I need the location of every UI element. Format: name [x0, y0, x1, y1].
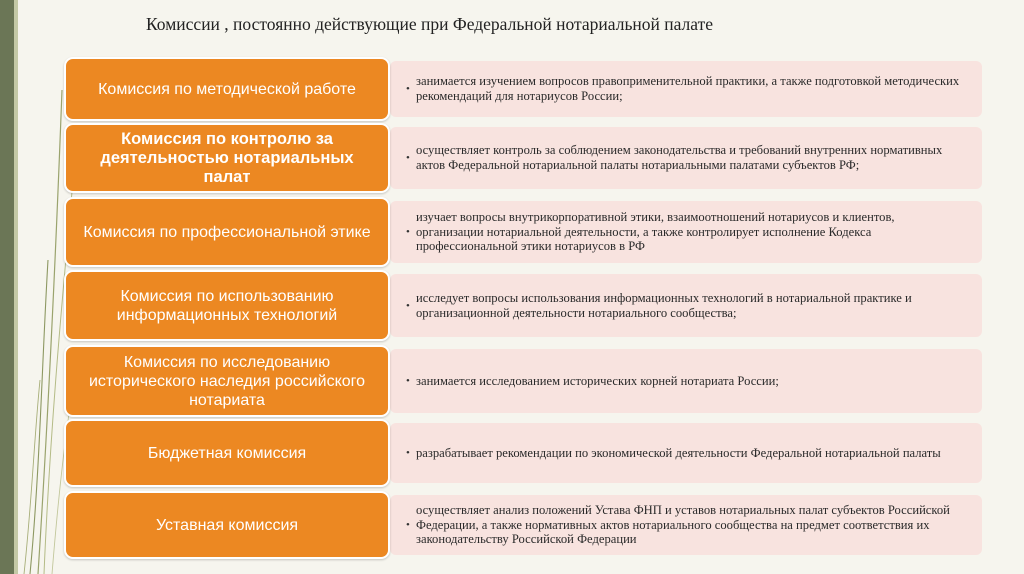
bullet-icon: • [406, 226, 410, 238]
commission-box: Комиссия по контролю за деятельностью нотариальных палат [64, 123, 390, 193]
commission-box: Комиссия по профессиональной этике [64, 197, 390, 267]
bullet-icon: • [406, 83, 410, 95]
commission-box: Комиссия по использованию информационных технологий [64, 270, 390, 341]
commission-row [64, 419, 982, 487]
commission-description: • разрабатывает рекомендации по экономической деятельности Федеральной нотариальной палаты [406, 445, 941, 460]
commission-description: • изучает вопросы внутрикорпоративной этики, взаимоотношений нотариусов и клиентов, организации нотариальной деятельности, а также контролирует исполнение Кодекса профессиональной этики нотариусов в РФ [406, 209, 895, 254]
bullet-icon: • [406, 447, 410, 459]
commission-row [64, 57, 982, 121]
commission-row [64, 197, 982, 267]
commission-row [64, 491, 982, 559]
commission-row [64, 123, 982, 193]
bullet-icon: • [406, 152, 410, 164]
commission-row [64, 270, 982, 341]
bullet-icon: • [406, 519, 410, 531]
commission-description: • занимается изучением вопросов правоприменительной практики, а также подготовкой методических рекомендаций для нотариусов России; [406, 74, 960, 103]
commission-row [64, 345, 982, 417]
page-title: Комиссии , постоянно действующие при Федеральной нотариальной палате [146, 14, 714, 34]
commission-box: Комиссия по исследованию исторического наследия российского нотариата [64, 345, 390, 417]
commission-box: Бюджетная комиссия [64, 419, 390, 487]
bullet-icon: • [406, 299, 410, 312]
commission-description: • занимается исследованием исторических корней нотариата России; [406, 373, 779, 388]
bullet-icon: • [406, 375, 410, 387]
commission-description: • осуществляет контроль за соблюдением законодательства и требований внутренних нормативных актов Федеральной нотариальной палаты нотариальными палатами субъектов РФ; [406, 143, 943, 172]
commission-description: • осуществляет анализ положений Устава ФНП и уставов нотариальных палат субъектов Российской Федерации, а также нормативных актов нотариального сообщества на предмет соответствия их законодательству Российской Федерации [406, 502, 950, 547]
left-accent-bar [0, 0, 14, 574]
commission-box: Комиссия по методической работе [64, 57, 390, 121]
commission-box: Уставная комиссия [64, 491, 390, 559]
commission-description: • исследует вопросы использования информационных технологий в нотариальной практике и организационной деятельности нотариального сообщества; [406, 290, 912, 320]
